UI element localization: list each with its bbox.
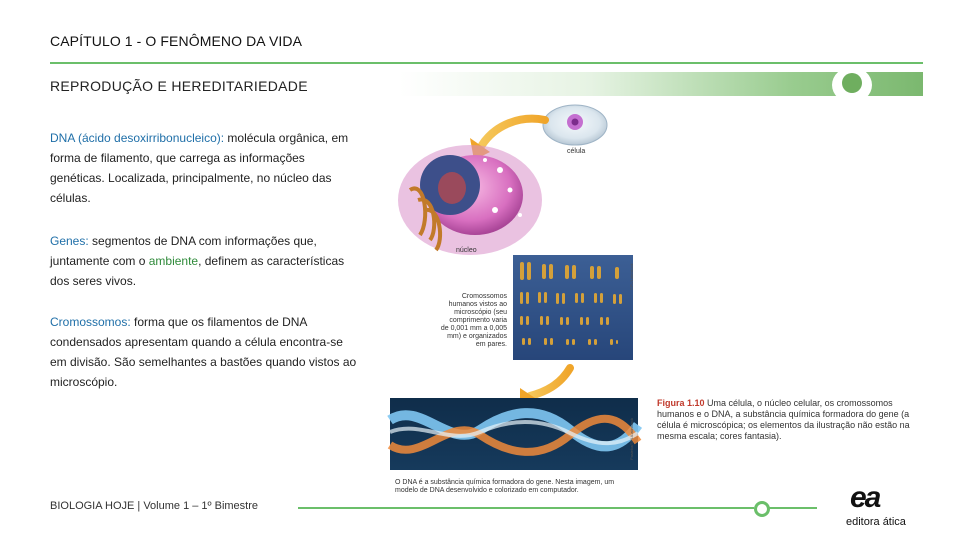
term-chromosomes: Cromossomos: xyxy=(50,315,131,329)
term-dna: DNA (ácido desoxirribonucleico): xyxy=(50,131,225,145)
publisher-logo-mark: ea xyxy=(850,481,880,514)
footer-rule-right xyxy=(767,507,817,509)
text-genes-a: segmentos de DNA com informações que, juntamente com o xyxy=(50,234,317,268)
chapter-title: CAPÍTULO 1 - O FENÔMENO DA VIDA xyxy=(50,33,303,49)
figure-title xyxy=(657,398,917,442)
figure-number: Figura 1.10 xyxy=(657,398,705,408)
nucleus-drawing xyxy=(398,145,542,255)
arrow-cell-to-nucleus xyxy=(482,119,545,145)
text-chromosomes: forma que os filamentos de DNA condensados apresentam quando a célula encontra-se em divisão. São semelhantes a bastões quando vistos ao microscópio. xyxy=(50,315,357,389)
header-rule xyxy=(50,62,923,64)
credit-chromosomes: SPL/Latinstock xyxy=(629,263,634,290)
footer-rule xyxy=(324,507,754,509)
footer-dot xyxy=(754,501,770,517)
text-genes-b: , definem as características dos seres vivos. xyxy=(50,254,345,288)
section-badge-dot xyxy=(842,73,862,93)
label-cell: célula xyxy=(567,148,586,155)
publisher-logo-text: editora ática xyxy=(846,516,906,528)
chromosome-caption: Cromossomos humanos vistos ao microscópio (seu comprimento varia de 0,001 mm a 0,005 mm) e organizados em pares. xyxy=(440,293,507,348)
dna-caption: O DNA é a substância química formadora do gene. Nesta imagem, um modelo de DNA desenvolvido e colorizado em computador. xyxy=(395,479,615,494)
dna-photo xyxy=(390,398,638,470)
credit-dna: Pasieka/SPL/Latinstock xyxy=(629,417,634,460)
text-dna: molécula orgânica, em forma de filamento, que carrega as informações genéticas. Localizada, principalmente, no núcleo das células. xyxy=(50,131,349,205)
paragraph-dna xyxy=(50,128,360,208)
label-nucleus: núcleo xyxy=(456,247,477,254)
paragraph-genes xyxy=(50,231,360,291)
section-title: REPRODUÇÃO E HEREDITARIEDADE xyxy=(50,78,308,94)
figure-title-text: Uma célula, o núcleo celular, os cromossomos humanos e o DNA, a substância química formadora do gene (a célula é microscópica; os elementos da ilustração não estão na mesma escala; cores fantasia). xyxy=(657,398,910,441)
paragraph-chromosomes xyxy=(50,312,360,392)
arrow-chromosomes-to-dna xyxy=(530,368,570,396)
footer-text: BIOLOGIA HOJE | Volume 1 – 1º Bimestre xyxy=(50,500,259,512)
highlight-ambiente: ambiente xyxy=(148,254,199,268)
cell-drawing xyxy=(543,105,607,145)
footer-rule-left xyxy=(298,507,324,509)
term-genes: Genes: xyxy=(50,234,89,248)
